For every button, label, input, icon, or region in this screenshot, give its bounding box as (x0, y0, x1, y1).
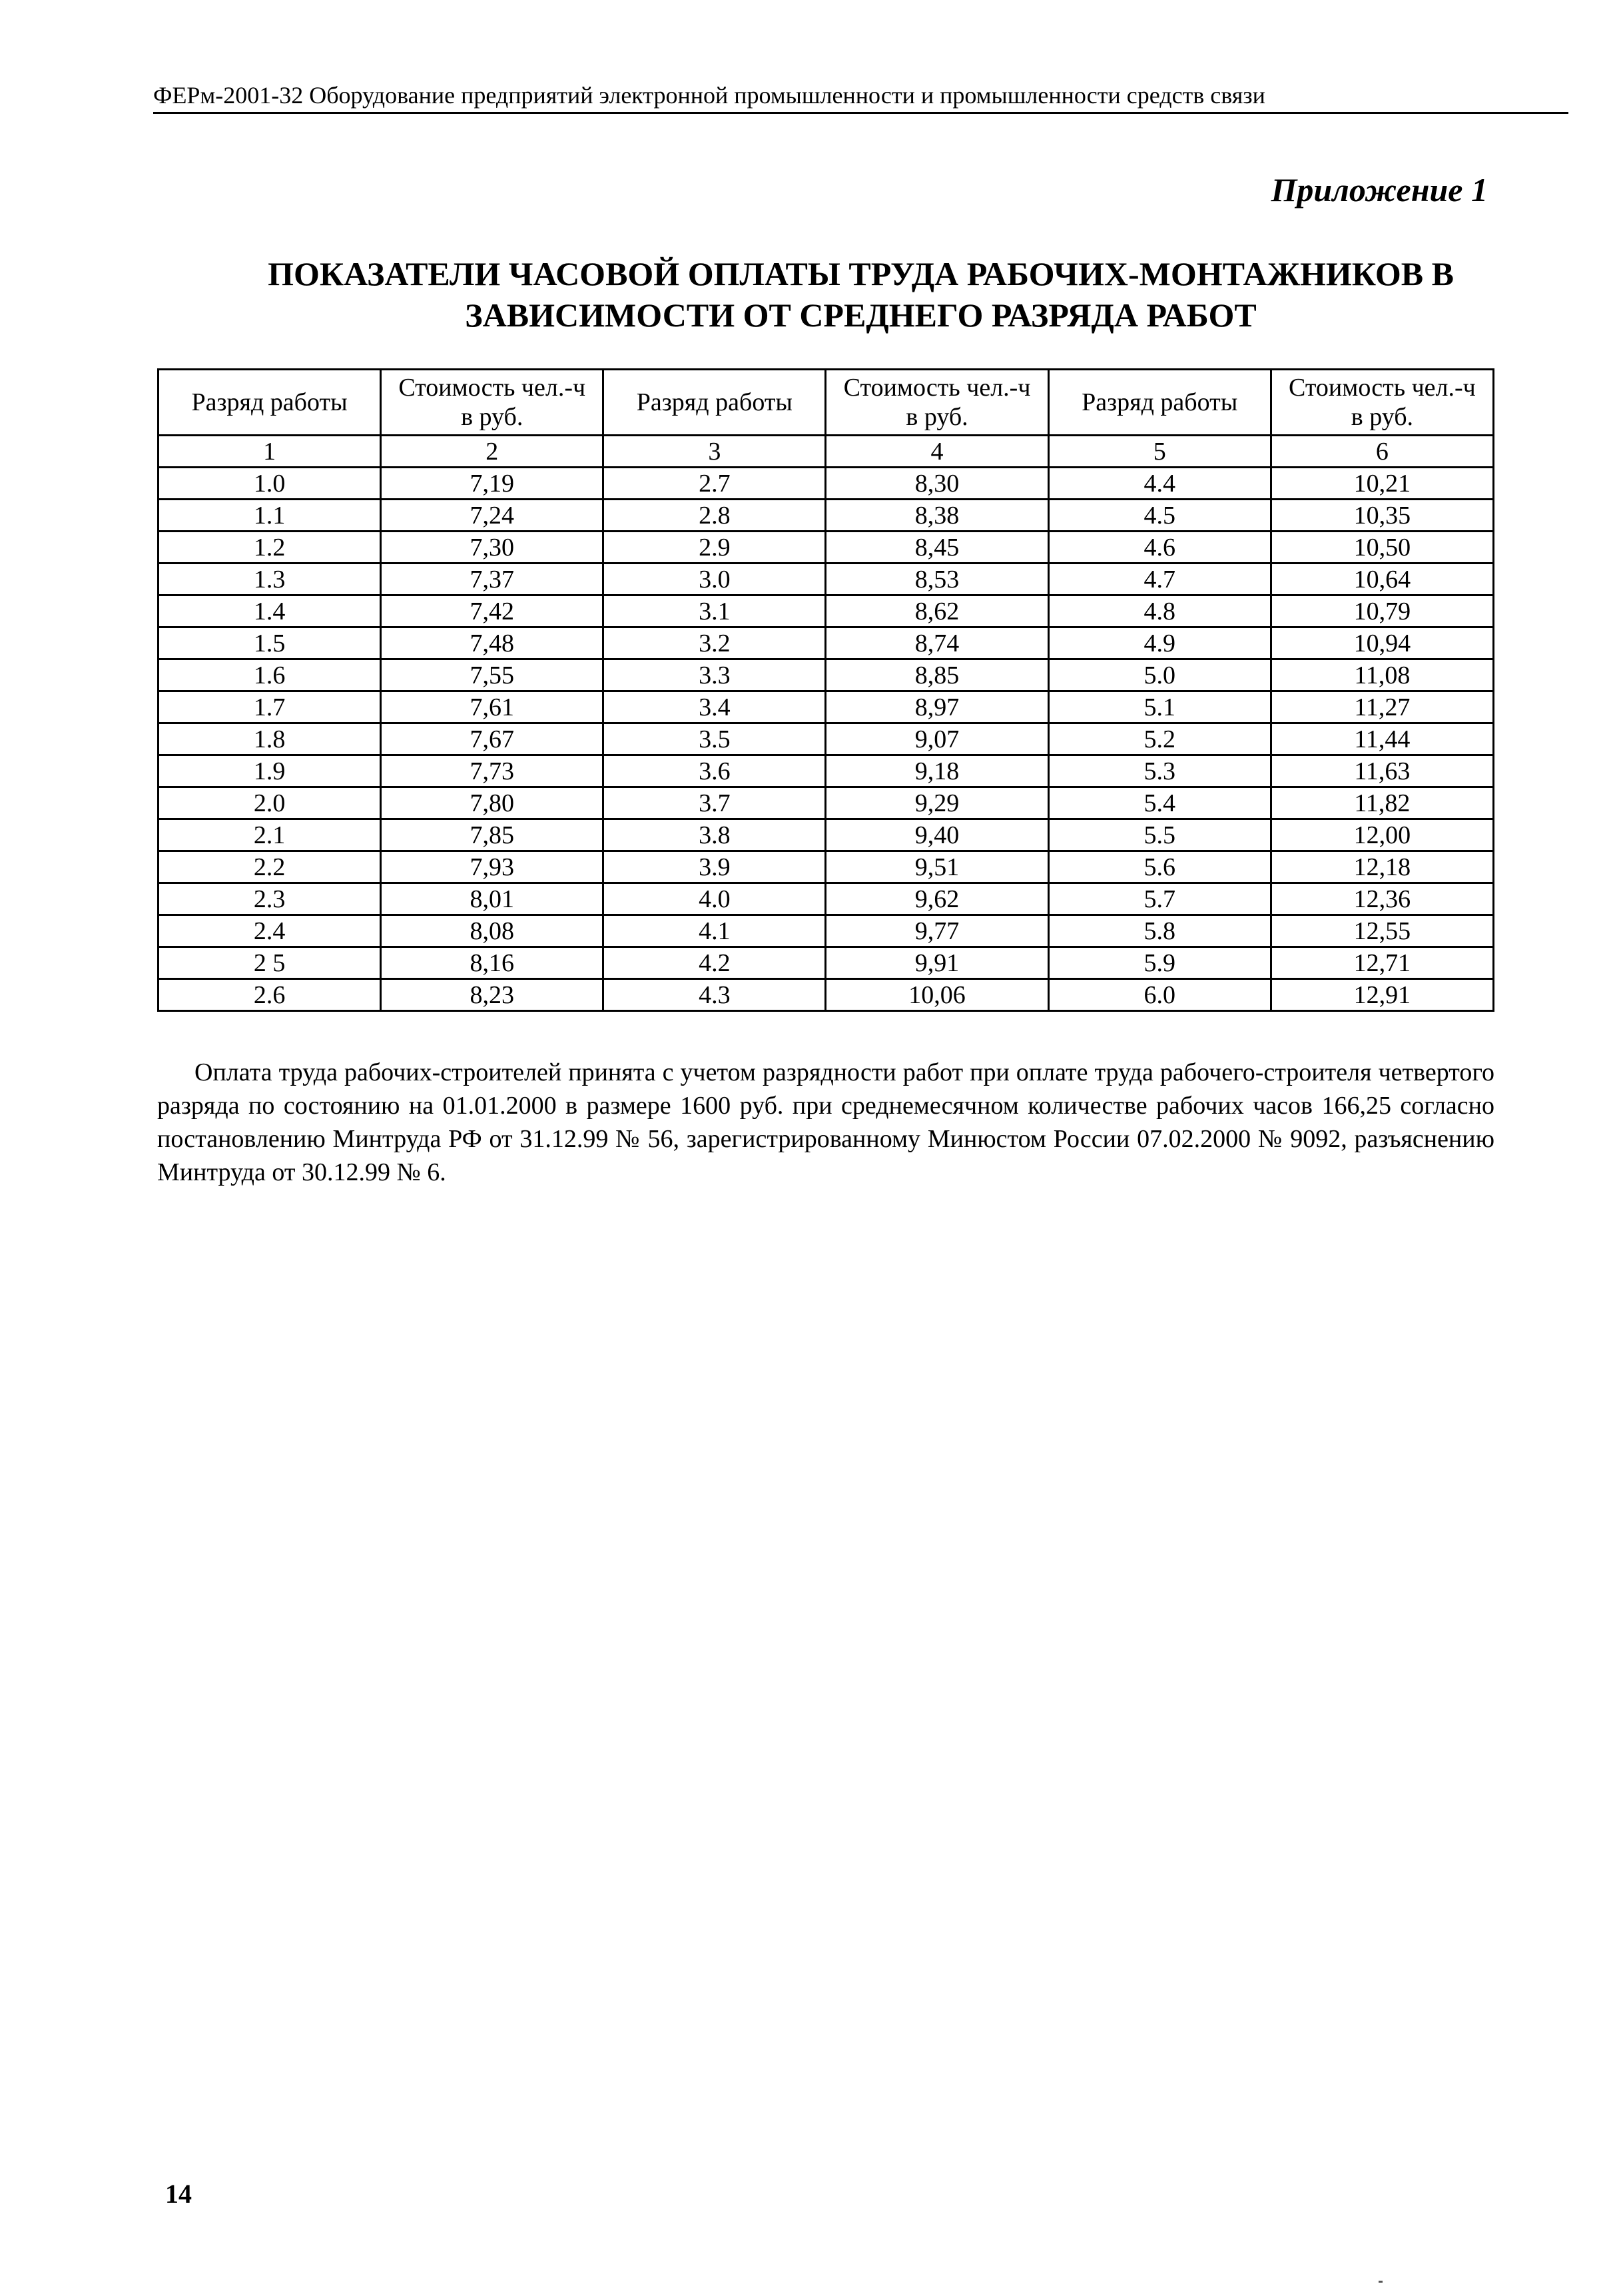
cell-cost: 9,07 (826, 723, 1048, 755)
cell-cost: 7,80 (381, 787, 603, 819)
cell-cost: 7,67 (381, 723, 603, 755)
page-title-line-1: ПОКАЗАТЕЛИ ЧАСОВОЙ ОПЛАТЫ ТРУДА РАБОЧИХ-МОНТАЖНИКОВ В (268, 255, 1454, 292)
cell-grade: 3.8 (603, 819, 826, 851)
cell-cost: 8,62 (826, 595, 1048, 627)
appendix-label: Приложение 1 (1271, 171, 1488, 208)
cell-cost: 10,50 (1271, 532, 1493, 564)
cell-grade: 2.4 (159, 915, 381, 947)
header-unit: в руб. (461, 403, 523, 431)
cell-cost: 11,44 (1271, 723, 1493, 755)
cell-cost: 8,53 (826, 564, 1048, 595)
cell-grade: 1.1 (159, 500, 381, 532)
table-row (159, 691, 1494, 723)
header-label: Стоимость чел.-ч (1288, 374, 1476, 402)
cell-cost: 7,93 (381, 851, 603, 883)
cell-grade: 4.7 (1048, 564, 1271, 595)
rates-table (157, 368, 1494, 1012)
header-grade-1 (159, 370, 381, 436)
cell-cost: 7,55 (381, 659, 603, 691)
cell-cost: 8,38 (826, 500, 1048, 532)
table-row (159, 659, 1494, 691)
cell-grade: 6.0 (1048, 979, 1271, 1011)
table-row (159, 755, 1494, 787)
cell-cost: 10,06 (826, 979, 1048, 1011)
cell-grade: 3.2 (603, 627, 826, 659)
page-number: 14 (165, 2179, 192, 2209)
header-cost-2 (826, 370, 1048, 436)
cell-grade: 1.5 (159, 627, 381, 659)
cell-grade: 1.7 (159, 691, 381, 723)
cell-grade: 3.6 (603, 755, 826, 787)
cell-cost: 10,79 (1271, 595, 1493, 627)
column-number: 5 (1048, 436, 1271, 468)
cell-grade: 1.0 (159, 468, 381, 500)
cell-cost: 10,64 (1271, 564, 1493, 595)
table-row (159, 532, 1494, 564)
cell-cost: 7,48 (381, 627, 603, 659)
table-row (159, 787, 1494, 819)
cell-grade: 1.4 (159, 595, 381, 627)
cell-grade: 5.7 (1048, 883, 1271, 915)
cell-grade: 5.6 (1048, 851, 1271, 883)
cell-grade: 2.9 (603, 532, 826, 564)
header-cost-3 (1271, 370, 1493, 436)
cell-cost: 12,36 (1271, 883, 1493, 915)
cell-cost: 9,77 (826, 915, 1048, 947)
cell-grade: 3.1 (603, 595, 826, 627)
cell-grade: 4.5 (1048, 500, 1271, 532)
header-grade-3 (1048, 370, 1271, 436)
header-label: Разряд работы (1082, 388, 1238, 416)
cell-grade: 5.2 (1048, 723, 1271, 755)
cell-cost: 9,62 (826, 883, 1048, 915)
cell-grade: 2 5 (159, 947, 381, 979)
cell-grade: 4.4 (1048, 468, 1271, 500)
cell-cost: 8,30 (826, 468, 1048, 500)
cell-grade: 2.0 (159, 787, 381, 819)
header-label: Разряд работы (636, 388, 793, 416)
cell-grade: 2.2 (159, 851, 381, 883)
column-number: 2 (381, 436, 603, 468)
cell-cost: 9,18 (826, 755, 1048, 787)
table-row (159, 947, 1494, 979)
column-number: 4 (826, 436, 1048, 468)
table-row (159, 595, 1494, 627)
cell-cost: 10,35 (1271, 500, 1493, 532)
header-cost-1 (381, 370, 603, 436)
table-row (159, 723, 1494, 755)
cell-grade: 5.5 (1048, 819, 1271, 851)
cell-cost: 11,63 (1271, 755, 1493, 787)
cell-cost: 7,85 (381, 819, 603, 851)
cell-grade: 1.8 (159, 723, 381, 755)
cell-cost: 7,73 (381, 755, 603, 787)
cell-grade: 5.3 (1048, 755, 1271, 787)
table-row (159, 468, 1494, 500)
cell-cost: 11,08 (1271, 659, 1493, 691)
column-number-row (159, 436, 1494, 468)
column-number: 1 (159, 436, 381, 468)
cell-grade: 2.8 (603, 500, 826, 532)
cell-grade: 4.1 (603, 915, 826, 947)
scan-artifact (1379, 2281, 1383, 2283)
cell-cost: 8,23 (381, 979, 603, 1011)
cell-grade: 5.9 (1048, 947, 1271, 979)
cell-cost: 7,19 (381, 468, 603, 500)
cell-cost: 8,08 (381, 915, 603, 947)
cell-cost: 8,16 (381, 947, 603, 979)
cell-grade: 3.3 (603, 659, 826, 691)
cell-grade: 4.9 (1048, 627, 1271, 659)
cell-cost: 9,40 (826, 819, 1048, 851)
cell-grade: 2.3 (159, 883, 381, 915)
table-row (159, 915, 1494, 947)
page-title-line-2: ЗАВИСИМОСТИ ОТ СРЕДНЕГО РАЗРЯДА РАБОТ (465, 296, 1257, 334)
header-label: Разряд работы (191, 388, 348, 416)
table-row (159, 979, 1494, 1011)
column-number: 3 (603, 436, 826, 468)
cell-cost: 12,71 (1271, 947, 1493, 979)
cell-grade: 3.4 (603, 691, 826, 723)
cell-cost: 8,74 (826, 627, 1048, 659)
cell-cost: 9,91 (826, 947, 1048, 979)
cell-cost: 12,18 (1271, 851, 1493, 883)
cell-grade: 4.2 (603, 947, 826, 979)
table-row (159, 883, 1494, 915)
cell-cost: 8,97 (826, 691, 1048, 723)
cell-cost: 12,55 (1271, 915, 1493, 947)
cell-cost: 9,29 (826, 787, 1048, 819)
header-unit: в руб. (1351, 403, 1414, 431)
cell-grade: 5.0 (1048, 659, 1271, 691)
header-label: Стоимость чел.-ч (398, 374, 586, 402)
cell-grade: 3.5 (603, 723, 826, 755)
table-row (159, 564, 1494, 595)
cell-cost: 11,82 (1271, 787, 1493, 819)
cell-grade: 4.6 (1048, 532, 1271, 564)
cell-grade: 1.2 (159, 532, 381, 564)
cell-grade: 1.3 (159, 564, 381, 595)
cell-grade: 2.1 (159, 819, 381, 851)
cell-grade: 2.6 (159, 979, 381, 1011)
cell-grade: 5.4 (1048, 787, 1271, 819)
page-title (153, 253, 1568, 336)
cell-grade: 5.1 (1048, 691, 1271, 723)
cell-cost: 12,00 (1271, 819, 1493, 851)
cell-cost: 7,61 (381, 691, 603, 723)
cell-cost: 8,01 (381, 883, 603, 915)
table-row (159, 627, 1494, 659)
table-body (159, 468, 1494, 1011)
cell-grade: 1.9 (159, 755, 381, 787)
cell-cost: 7,24 (381, 500, 603, 532)
header-unit: в руб. (906, 403, 968, 431)
cell-grade: 2.7 (603, 468, 826, 500)
cell-grade: 5.8 (1048, 915, 1271, 947)
column-number: 6 (1271, 436, 1493, 468)
cell-cost: 11,27 (1271, 691, 1493, 723)
cell-cost: 7,42 (381, 595, 603, 627)
cell-grade: 3.9 (603, 851, 826, 883)
table-row (159, 819, 1494, 851)
cell-cost: 7,30 (381, 532, 603, 564)
table-header-row (159, 370, 1494, 436)
table-row (159, 851, 1494, 883)
running-header: ФЕРм-2001-32 Оборудование предприятий электронной промышленности и промышленности средств связи (153, 79, 1568, 114)
cell-cost: 8,85 (826, 659, 1048, 691)
table-row (159, 500, 1494, 532)
cell-cost: 9,51 (826, 851, 1048, 883)
cell-cost: 7,37 (381, 564, 603, 595)
cell-grade: 3.7 (603, 787, 826, 819)
cell-cost: 8,45 (826, 532, 1048, 564)
payment-note: Оплата труда рабочих-строителей принята с учетом разрядности работ при оплате труда рабочего-строителя четвертого разряда по состоянию на 01.01.2000 в размере 1600 руб. при среднемесячном количестве рабочих часов 166,25 согласно постановлению Минтруда РФ от 31.12.99 № 56, зарегистрированному Минюстом России 07.02.2000 № 9092, разъяснению Минтруда от 30.12.99 № 6. (157, 1058, 1494, 1186)
header-grade-2 (603, 370, 826, 436)
cell-grade: 4.3 (603, 979, 826, 1011)
cell-cost: 10,21 (1271, 468, 1493, 500)
cell-grade: 3.0 (603, 564, 826, 595)
header-label: Стоимость чел.-ч (843, 374, 1031, 402)
cell-cost: 12,91 (1271, 979, 1493, 1011)
cell-grade: 1.6 (159, 659, 381, 691)
cell-grade: 4.8 (1048, 595, 1271, 627)
cell-grade: 4.0 (603, 883, 826, 915)
cell-cost: 10,94 (1271, 627, 1493, 659)
